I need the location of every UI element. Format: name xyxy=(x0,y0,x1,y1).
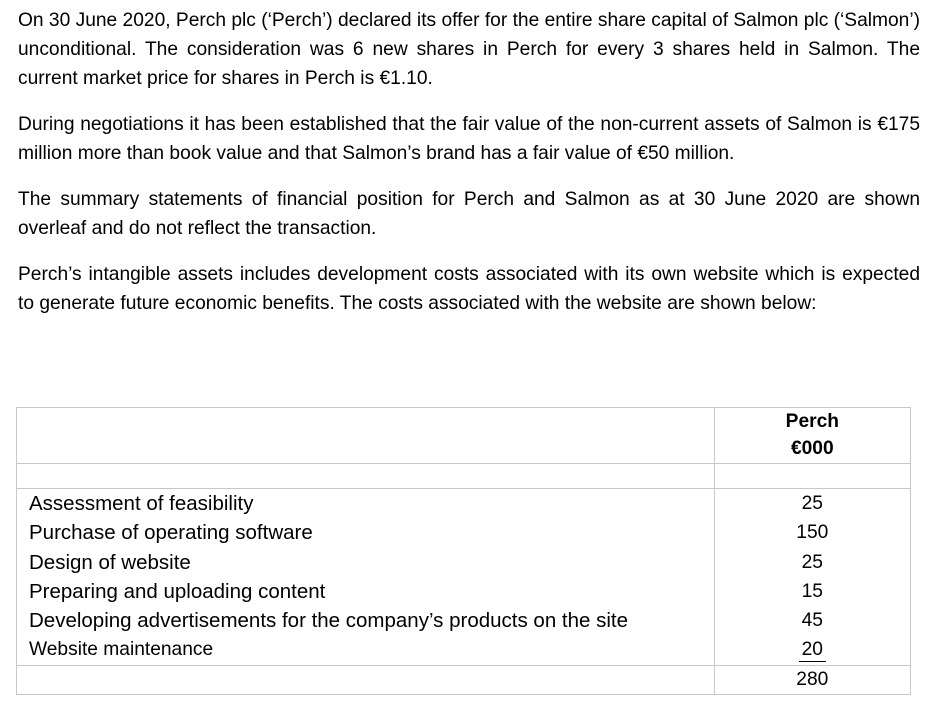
item-label: Design of website xyxy=(29,550,191,574)
table-spacer-row xyxy=(17,464,911,489)
column-header-unit: €000 xyxy=(790,438,834,459)
item-value: 25 xyxy=(801,551,823,573)
total-value: 280 xyxy=(796,668,829,690)
spacer-cell-left xyxy=(17,464,715,489)
table-header-row xyxy=(17,408,911,464)
paragraph-offer: On 30 June 2020, Perch plc (‘Perch’) declared its offer for the entire share capital of Salmon plc (‘Salmon’) unconditional. The consideration was 6 new shares in Perch for every 3 shares held in Salmon. The current market price for shares in Perch is €1.10. xyxy=(18,10,920,89)
item-label: Website maintenance xyxy=(29,639,214,661)
document-page xyxy=(18,6,920,335)
table-items-row xyxy=(17,489,911,666)
item-label: Purchase of operating software xyxy=(29,521,313,545)
item-label: Developing advertisements for the company’s products on the site xyxy=(29,609,629,633)
item-label: Assessment of feasibility xyxy=(29,492,254,515)
item-value-underlined xyxy=(715,635,910,664)
paragraph-summary-statements: The summary statements of financial position for Perch and Salmon as at 30 June 2020 are shown overleaf and do not reflect the transaction. xyxy=(18,189,920,239)
spacer-cell-right xyxy=(714,464,910,489)
total-label-cell xyxy=(17,665,715,694)
paragraph-fair-value: During negotiations it has been established that the fair value of the non-current assets of Salmon is €175 million more than book value and that Salmon’s brand has a fair value of €50 million. xyxy=(18,114,920,164)
table-total-row xyxy=(17,665,911,694)
item-values-cell xyxy=(714,489,910,666)
header-amount-cell xyxy=(714,408,910,464)
total-value-cell xyxy=(714,665,910,694)
underlined-value: 20 xyxy=(799,639,826,662)
item-label: Preparing and uploading content xyxy=(29,579,326,603)
column-header-company: Perch xyxy=(785,411,839,432)
item-value: 150 xyxy=(796,522,829,544)
item-labels-cell xyxy=(17,489,715,666)
header-label-cell xyxy=(17,408,715,464)
website-costs-table xyxy=(16,407,911,695)
item-value: 25 xyxy=(801,493,823,514)
paragraph-intangible-assets: Perch’s intangible assets includes development costs associated with its own website which is expected to generate future economic benefits. The costs associated with the website are shown below: xyxy=(18,264,920,314)
item-value: 45 xyxy=(801,610,823,632)
item-value: 15 xyxy=(801,580,823,602)
